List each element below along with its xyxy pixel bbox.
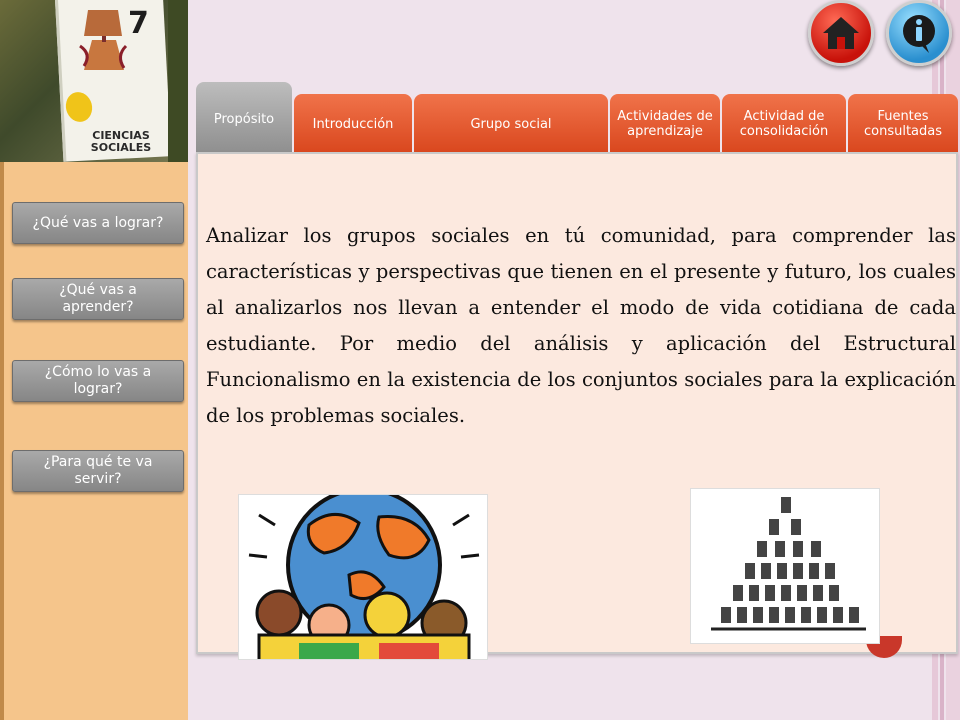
- social-pyramid-image: [690, 488, 880, 644]
- cover-number: 7: [128, 6, 149, 41]
- sidebar-item-como-lo-vas-a-lograr[interactable]: [12, 360, 184, 402]
- social-pyramid-illustration: [691, 489, 880, 644]
- tab-proposito[interactable]: [196, 82, 292, 154]
- tab-fuentes-consultadas[interactable]: [848, 94, 958, 154]
- children-globe-illustration: [239, 495, 488, 660]
- children-globe-image: [238, 494, 488, 660]
- cover-shadow: [168, 0, 188, 162]
- tab-actividad-consolidacion[interactable]: [722, 94, 846, 154]
- sidebar: [0, 162, 188, 720]
- tab-label: Introducción: [312, 116, 394, 132]
- bell-illustration: [78, 6, 130, 86]
- tab-label: Actividades de aprendizaje: [617, 109, 713, 139]
- sidebar-item-para-que-te-va-servir[interactable]: [12, 450, 184, 492]
- tab-grupo-social[interactable]: [414, 94, 608, 154]
- tab-label: Grupo social: [470, 116, 552, 132]
- home-button[interactable]: [808, 0, 874, 66]
- sidebar-item-label: ¿Qué vas a lograr?: [32, 214, 164, 231]
- tab-actividades-aprendizaje[interactable]: [610, 94, 720, 154]
- info-icon: [899, 11, 939, 55]
- tab-introduccion[interactable]: [294, 94, 412, 154]
- sidebar-item-label: ¿Cómo lo vas a lograr?: [44, 364, 152, 397]
- info-button[interactable]: [886, 0, 952, 66]
- tab-label: Actividad de consolidación: [739, 109, 829, 139]
- purpose-text: Analizar los grupos sociales en tú comunidad, para comprender las características y perspectivas que tienen en el presente y futuro, los cuales al analizarlos nos llevan a entender el modo de vida cotidiana de cada estudiante. Por medio del análisis y aplicación del Estructural Funcionalismo en la existencia de los conjuntos sociales para la explicación de los problemas sociales.: [206, 224, 956, 427]
- book-cover-image: [0, 0, 188, 162]
- sidebar-item-que-vas-a-aprender[interactable]: [12, 278, 184, 320]
- tab-label: Fuentes consultadas: [863, 109, 943, 139]
- sidebar-item-label: ¿Para qué te va servir?: [43, 454, 153, 487]
- cover-title: CIENCIAS SOCIALES: [90, 129, 152, 154]
- home-icon: [821, 15, 861, 51]
- sidebar-item-que-vas-a-lograr[interactable]: [12, 202, 184, 244]
- tab-label: Propósito: [213, 112, 275, 127]
- sidebar-item-label: ¿Qué vas a aprender?: [59, 282, 137, 315]
